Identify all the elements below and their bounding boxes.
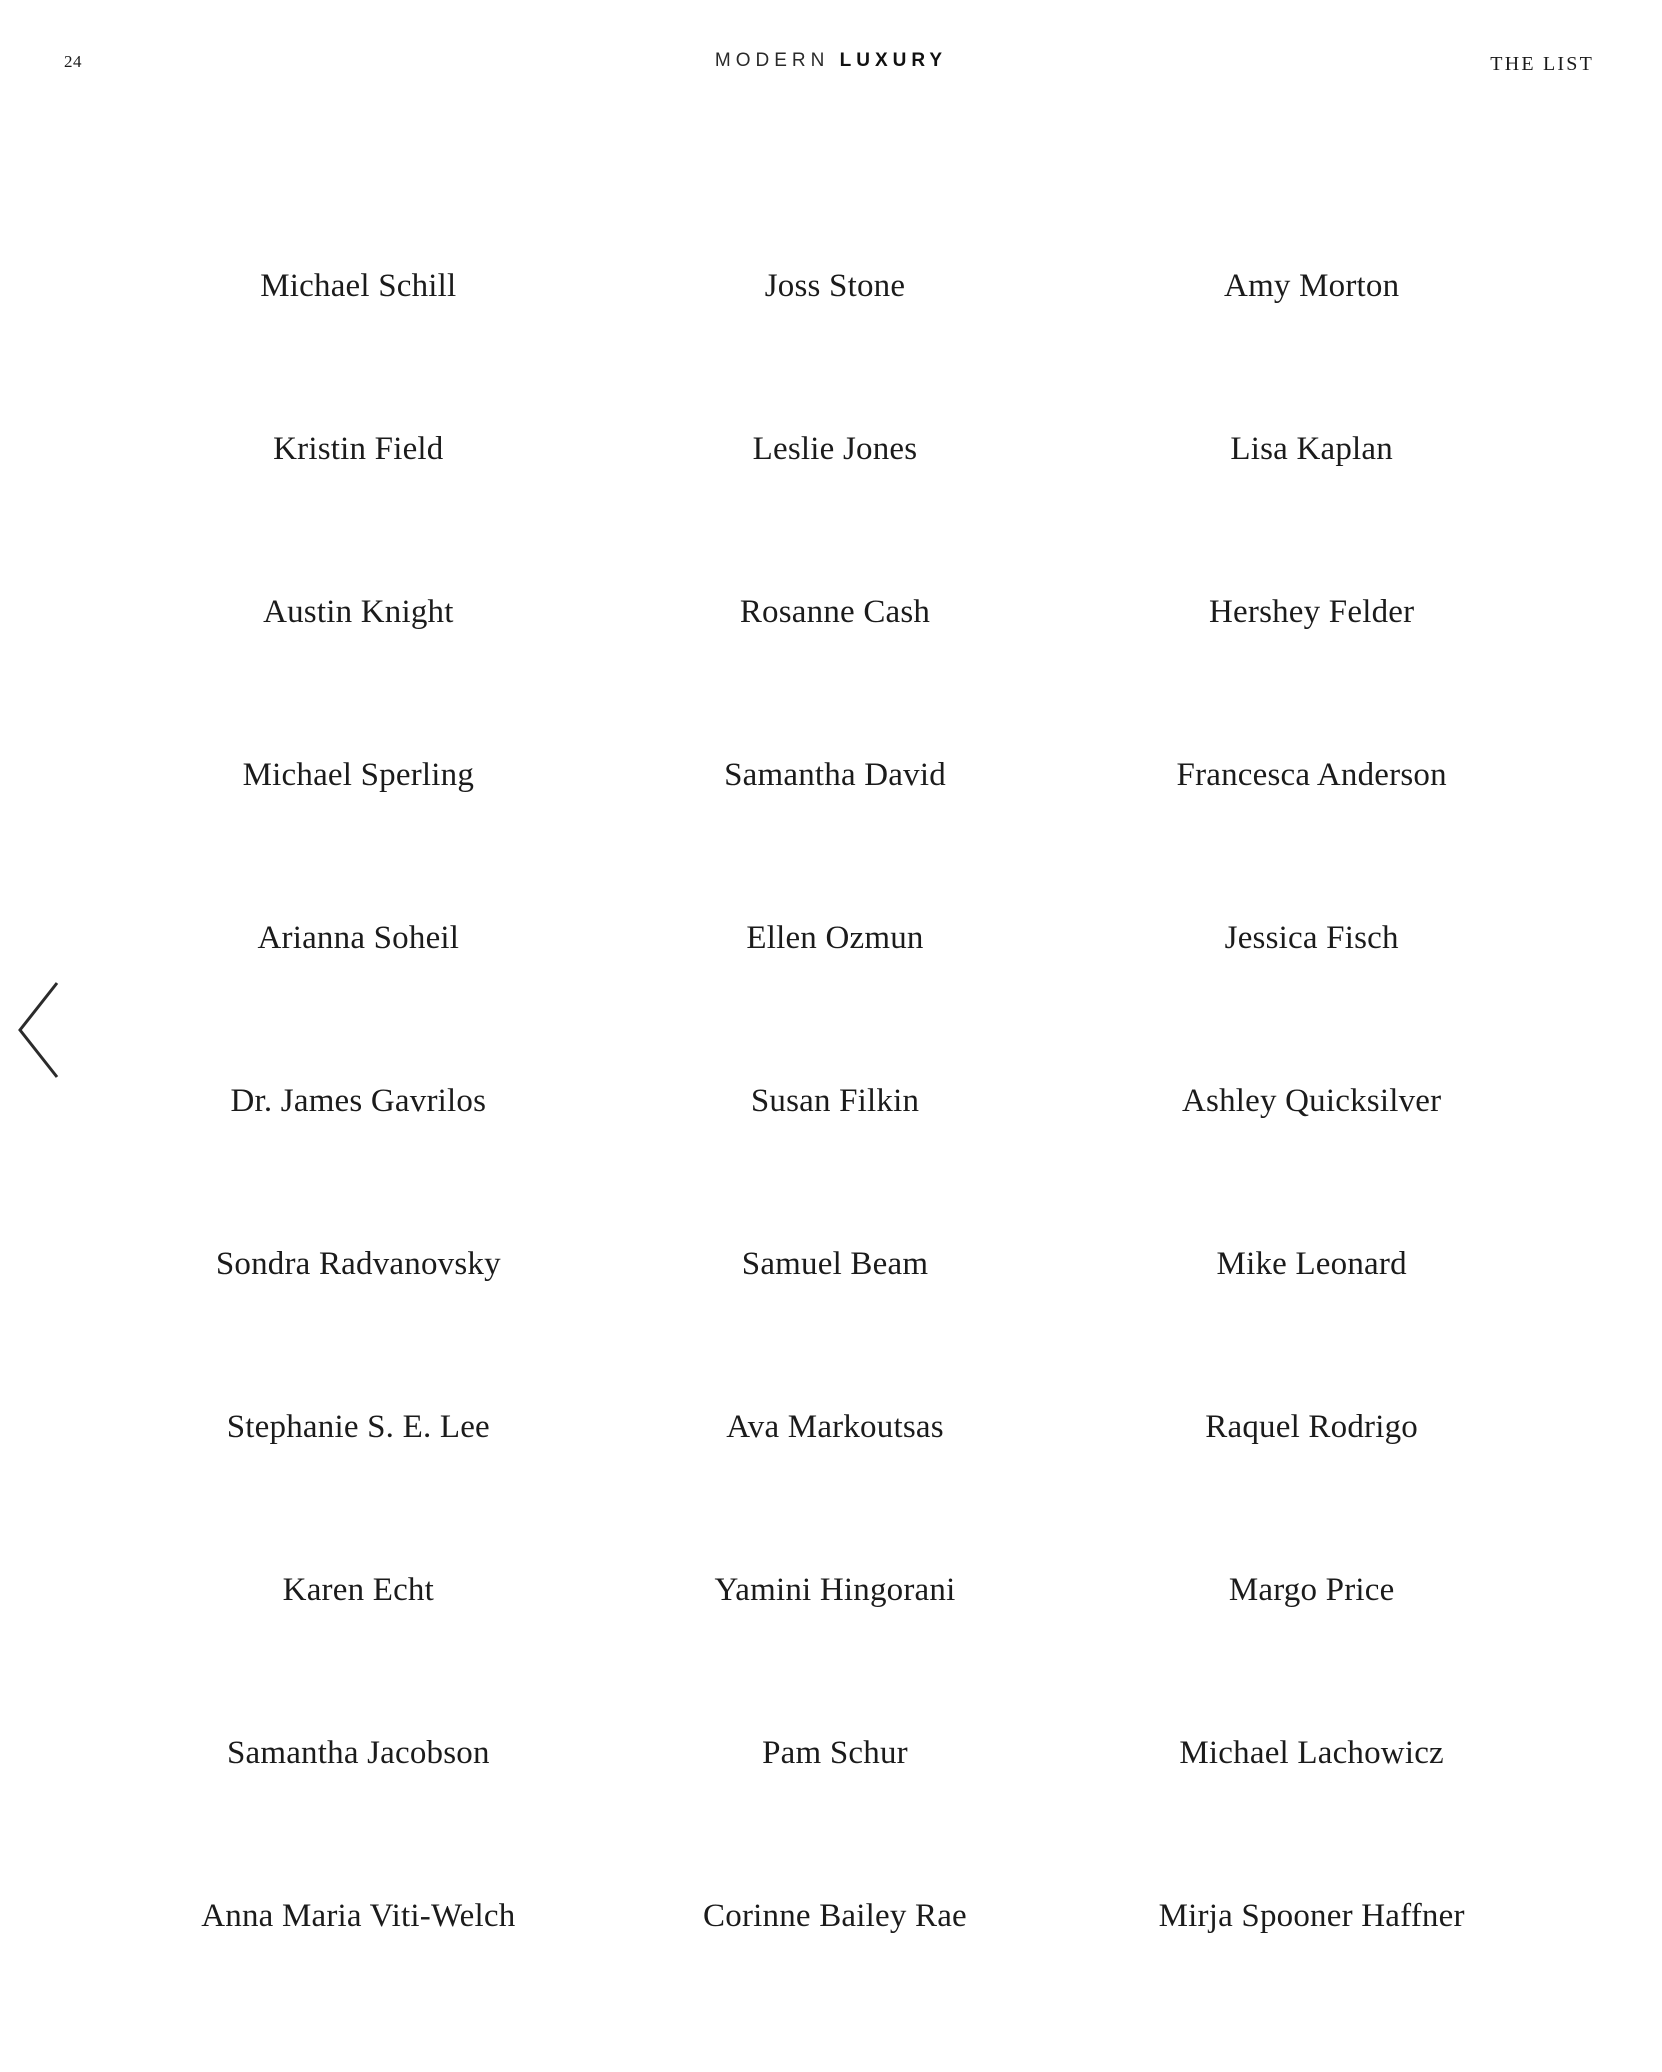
list-item: Anna Maria Viti-Welch — [201, 1898, 516, 1934]
list-item: Amy Morton — [1224, 268, 1400, 304]
list-item: Austin Knight — [263, 594, 454, 630]
list-item: Corinne Bailey Rae — [703, 1898, 967, 1934]
list-item: Pam Schur — [762, 1735, 908, 1771]
list-item: Leslie Jones — [752, 431, 918, 467]
names-grid — [120, 205, 1550, 1998]
list-item: Ava Markoutsas — [726, 1409, 944, 1445]
list-item: Sondra Radvanovsky — [215, 1246, 501, 1282]
previous-page-chevron-icon[interactable] — [12, 975, 72, 1085]
list-item: Ellen Ozmun — [746, 920, 924, 956]
list-item: Kristin Field — [273, 431, 444, 467]
list-item: Hershey Felder — [1209, 594, 1415, 630]
list-item: Mirja Spooner Haffner — [1158, 1898, 1465, 1934]
list-item: Raquel Rodrigo — [1205, 1409, 1418, 1445]
masthead-luxury: LUXURY — [839, 50, 948, 71]
list-item: Margo Price — [1228, 1572, 1395, 1608]
list-item: Ashley Quicksilver — [1182, 1083, 1442, 1119]
list-item: Dr. James Gavrilos — [230, 1083, 487, 1119]
list-item: Yamini Hingorani — [714, 1572, 956, 1608]
masthead-logo — [0, 50, 1662, 72]
page-header — [0, 0, 1662, 110]
page-number: 24 — [64, 52, 82, 71]
list-item: Mike Leonard — [1216, 1246, 1407, 1282]
list-item: Karen Echt — [282, 1572, 434, 1608]
list-item: Francesca Anderson — [1176, 757, 1447, 793]
list-item: Samantha Jacobson — [226, 1735, 490, 1771]
list-item: Susan Filkin — [750, 1083, 920, 1119]
list-item: Michael Sperling — [242, 757, 475, 793]
masthead-modern: MODERN — [714, 50, 830, 71]
list-item: Samuel Beam — [741, 1246, 929, 1282]
list-item: Michael Lachowicz — [1179, 1735, 1444, 1771]
list-item: Michael Schill — [260, 268, 457, 304]
list-item: Samantha David — [724, 757, 946, 793]
list-item: Stephanie S. E. Lee — [226, 1409, 490, 1445]
section-title: THE LIST — [1490, 53, 1594, 75]
list-item: Lisa Kaplan — [1230, 431, 1393, 467]
list-item: Rosanne Cash — [739, 594, 931, 630]
list-item: Arianna Soheil — [257, 920, 460, 956]
list-item: Joss Stone — [764, 268, 906, 304]
list-item: Jessica Fisch — [1224, 920, 1399, 956]
